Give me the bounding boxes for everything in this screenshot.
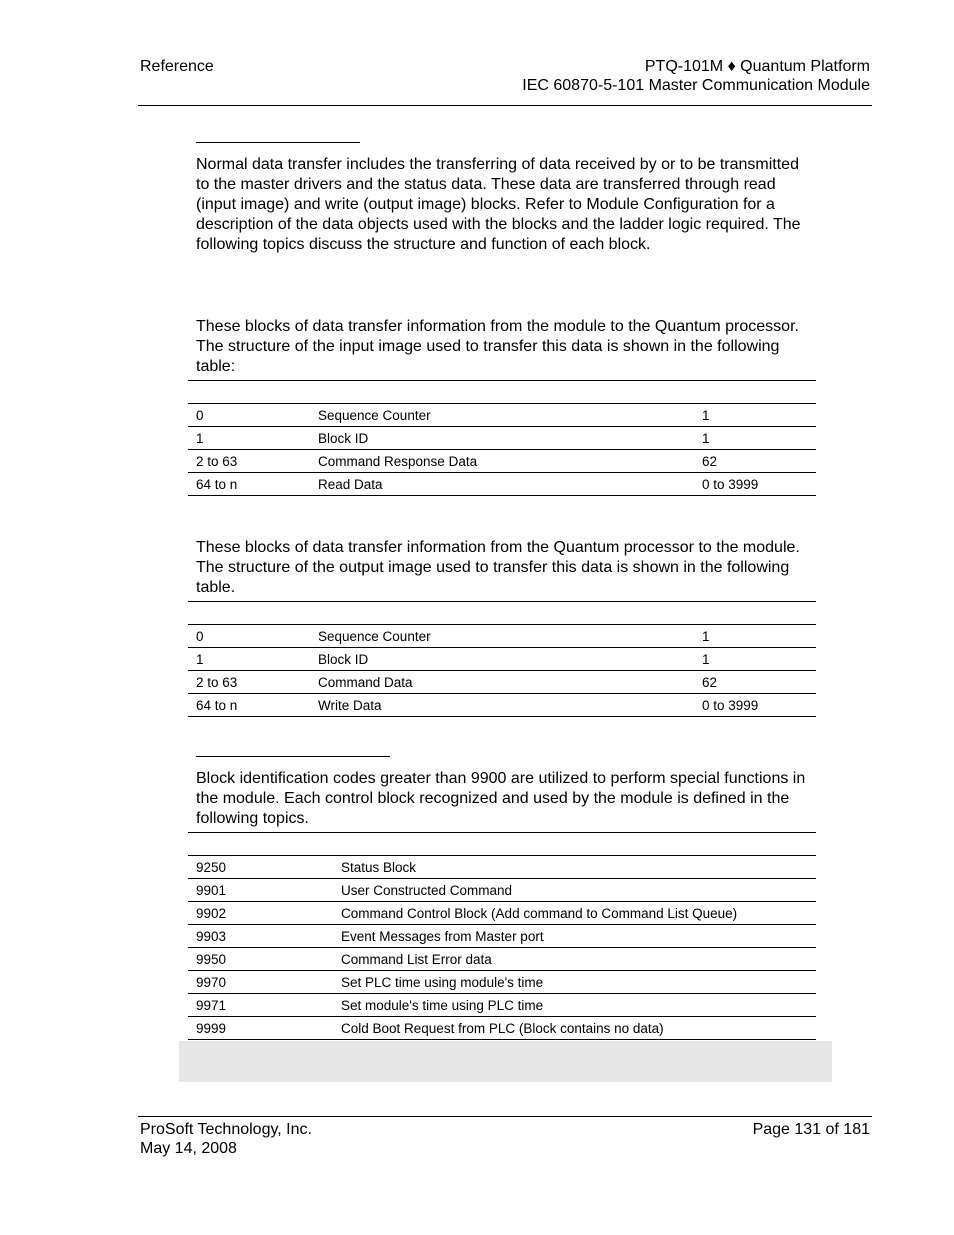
- table-cell: 9970: [188, 971, 333, 994]
- header-product-subtitle: IEC 60870-5-101 Master Communication Module: [522, 77, 870, 94]
- table-cell: 1: [694, 648, 816, 671]
- table-cell: 9999: [188, 1017, 333, 1040]
- table-cell: Read Data: [310, 473, 694, 496]
- table-cell: Set module's time using PLC time: [333, 994, 816, 1017]
- read-block-paragraph: [196, 317, 816, 377]
- table-row: [188, 1017, 816, 1040]
- table-row: [188, 671, 816, 694]
- heading-underline-special-blocks: [196, 756, 390, 757]
- footer-divider: [138, 1116, 872, 1117]
- special-blocks-text: Block identification codes greater than 9900 are utilized to perform special functions in the module. Each control block recognized and used by the module is defined in the following topics.: [196, 770, 806, 827]
- table-row: [188, 902, 816, 925]
- table-row: [188, 971, 816, 994]
- table-row: [188, 948, 816, 971]
- table-cell: 0 to 3999: [694, 694, 816, 717]
- table-cell: Block ID: [310, 648, 694, 671]
- table-cell: Command List Error data: [333, 948, 816, 971]
- table-cell: Cold Boot Request from PLC (Block contains no data): [333, 1017, 816, 1040]
- table-row: [188, 404, 816, 427]
- header-section-label: Reference: [140, 58, 214, 75]
- table-cell: 1: [694, 427, 816, 450]
- footer-company: ProSoft Technology, Inc.: [140, 1121, 312, 1138]
- read-block-text: These blocks of data transfer information from the module to the Quantum processor. The structure of the input image used to transfer this data is shown in the following table:: [196, 318, 799, 375]
- table-cell: Command Data: [310, 671, 694, 694]
- table-cell: 2 to 63: [188, 450, 310, 473]
- table-cell: 9903: [188, 925, 333, 948]
- header-product-title: PTQ-101M ♦ Quantum Platform: [644, 58, 870, 75]
- table-cell: Event Messages from Master port: [333, 925, 816, 948]
- table-cell: Block ID: [310, 427, 694, 450]
- footer-date: May 14, 2008: [140, 1140, 237, 1157]
- table-row: [188, 879, 816, 902]
- special-table-top-rule: [188, 832, 816, 833]
- table-cell: Command Response Data: [310, 450, 694, 473]
- normal-transfer-paragraph: [196, 155, 816, 255]
- read-block-table: [188, 404, 816, 496]
- table-cell: Set PLC time using module's time: [333, 971, 816, 994]
- table-row: [188, 625, 816, 648]
- table-cell: Sequence Counter: [310, 404, 694, 427]
- table-cell: 9902: [188, 902, 333, 925]
- table-row: [188, 648, 816, 671]
- write-block-table: [188, 625, 816, 717]
- table-cell: Write Data: [310, 694, 694, 717]
- table-cell: 64 to n: [188, 694, 310, 717]
- table-cell: 9950: [188, 948, 333, 971]
- table-cell: 0: [188, 625, 310, 648]
- write-block-paragraph: [196, 538, 816, 598]
- table-cell: 9901: [188, 879, 333, 902]
- table-cell: 9250: [188, 856, 333, 879]
- table-cell: 1: [188, 427, 310, 450]
- special-blocks-paragraph: [196, 769, 816, 829]
- table-row: [188, 994, 816, 1017]
- read-table-top-rule: [188, 380, 816, 381]
- table-row: [188, 450, 816, 473]
- table-cell: 1: [694, 404, 816, 427]
- table-row: [188, 473, 816, 496]
- table-cell: 64 to n: [188, 473, 310, 496]
- table-cell: 1: [188, 648, 310, 671]
- table-cell: 0: [188, 404, 310, 427]
- special-blocks-table: [188, 856, 816, 1040]
- table-cell: 62: [694, 671, 816, 694]
- footer-page-number: Page 131 of 181: [752, 1121, 870, 1138]
- table-row: [188, 925, 816, 948]
- table-cell: Command Control Block (Add command to Command List Queue): [333, 902, 816, 925]
- table-cell: 0 to 3999: [694, 473, 816, 496]
- note-box: [179, 1041, 832, 1082]
- table-cell: 1: [694, 625, 816, 648]
- header-divider: [138, 105, 872, 106]
- write-block-text: These blocks of data transfer information from the Quantum processor to the module. The structure of the output image used to transfer this data is shown in the following table.: [196, 539, 800, 596]
- table-cell: User Constructed Command: [333, 879, 816, 902]
- table-cell: 9971: [188, 994, 333, 1017]
- table-row: [188, 427, 816, 450]
- heading-underline-normal-transfer: [196, 142, 360, 143]
- normal-transfer-text: Normal data transfer includes the transferring of data received by or to be transmitted to the master drivers and the status data. These data are transferred through read (input image) and write (output image) blocks. Refer to Module Configuration for a description of the data objects used with the blocks and the ladder logic required. The following topics discuss the structure and function of each block.: [196, 156, 801, 253]
- table-cell: Sequence Counter: [310, 625, 694, 648]
- table-cell: 2 to 63: [188, 671, 310, 694]
- table-row: [188, 694, 816, 717]
- write-table-top-rule: [188, 601, 816, 602]
- table-row: [188, 856, 816, 879]
- table-cell: Status Block: [333, 856, 816, 879]
- table-cell: 62: [694, 450, 816, 473]
